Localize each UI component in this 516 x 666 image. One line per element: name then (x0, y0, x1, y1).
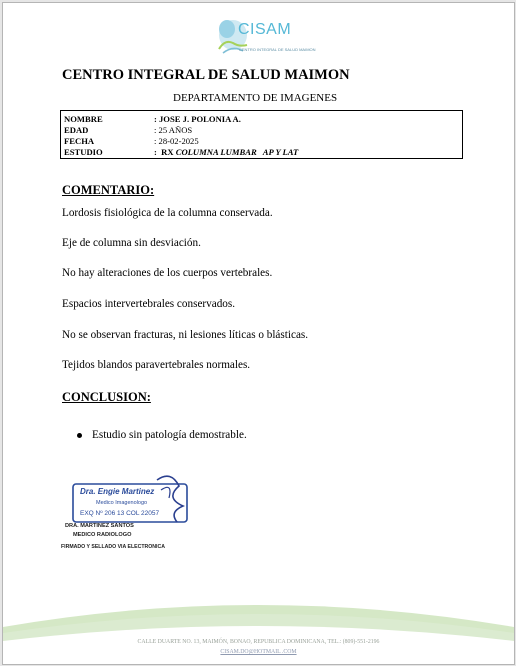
patient-label: FECHA (64, 136, 95, 146)
signature-note: FIRMADO Y SELLADO VIA ELECTRONICA (61, 544, 165, 550)
study-name: COLUMNA LUMBAR AP Y LAT (175, 147, 299, 157)
comment-line: Espacios intervertebrales conservados. (62, 298, 236, 310)
logo-name: CISAM (238, 21, 292, 38)
conclusion-bullet: Estudio sin patología demostrable. (92, 429, 247, 441)
doctor-role: MEDICO RADIOLOGO (73, 532, 132, 538)
footer-address: CALLE DUARTE NO. 13, MAIMÓN, BONAO, REPUBLICA DOMINICANA, TEL.: (809)-551-2196 (137, 639, 380, 645)
comment-line: No hay alteraciones de los cuerpos vertebrales. (62, 267, 273, 279)
report-page (2, 2, 515, 665)
comment-heading: COMENTARIO: (62, 183, 155, 197)
footer-email[interactable]: CISAM.DO@HOTMAIL .COM (220, 649, 297, 655)
patient-value: : 25 AÑOS (154, 125, 193, 135)
bullet-dot-icon (77, 433, 82, 438)
department-name: DEPARTAMENTO DE IMAGENES (173, 92, 338, 104)
stamp-name: Dra. Engie Martinez (80, 487, 155, 496)
patient-label: ESTUDIO (64, 147, 103, 157)
comment-line: No se observan fracturas, ni lesiones líticas o blásticas. (62, 329, 309, 341)
patient-info-box (60, 110, 463, 159)
signature-block (61, 468, 196, 558)
cisam-logo (203, 15, 333, 59)
stamp-title: Medico Imagenologo (96, 500, 148, 506)
doctor-stamp (74, 482, 187, 524)
doctor-name: DRA. MARTINEZ SANTOS (65, 523, 134, 529)
patient-label: NOMBRE (64, 114, 103, 124)
comment-line: Eje de columna sin desviación. (62, 237, 201, 249)
patient-value: : 28-02-2025 (154, 136, 199, 146)
patient-label: EDAD (64, 125, 89, 135)
patient-value: : JOSE J. POLONIA A. (154, 114, 241, 124)
conclusion-heading: CONCLUSION: (62, 390, 151, 404)
study-prefix: : RX (154, 147, 176, 157)
clinic-title: CENTRO INTEGRAL DE SALUD MAIMON (62, 67, 350, 83)
stamp-exequatur: EXQ Nº 206 13 COL 22057 (80, 510, 160, 517)
patient-value (154, 147, 298, 157)
comment-line: Lordosis fisiológica de la columna conservada. (62, 207, 273, 219)
logo-tagline: CENTRO INTEGRAL DE SALUD MAIMON (239, 47, 316, 52)
comment-line: Tejidos blandos paravertebrales normales. (62, 359, 251, 371)
